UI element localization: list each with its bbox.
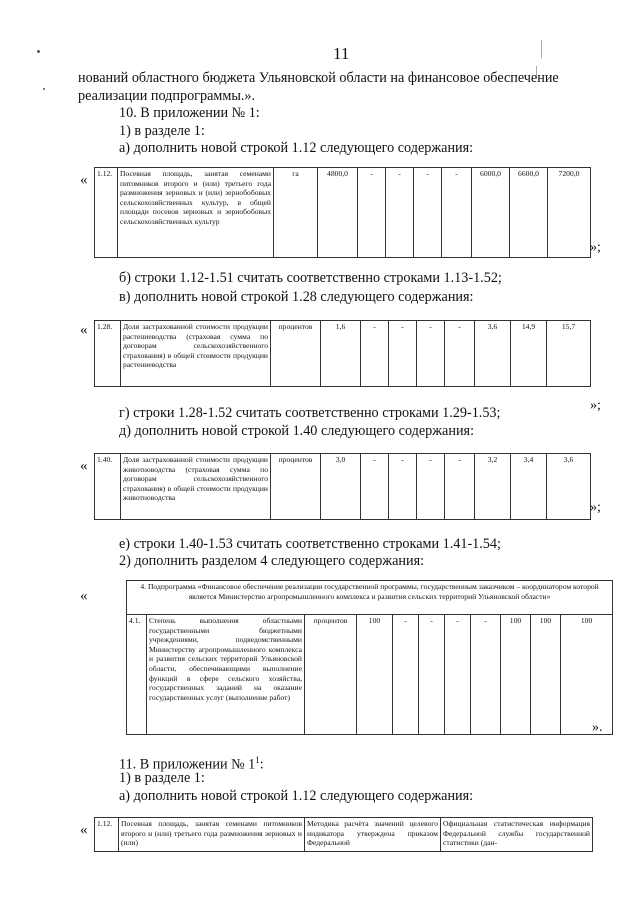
paragraph: г) строки 1.28-1.52 считать соответственно строками 1.29-1.53; bbox=[119, 405, 501, 421]
scan-speck bbox=[37, 50, 40, 53]
unit-cell: процентов bbox=[305, 615, 357, 735]
value-cell: - bbox=[414, 168, 442, 258]
page-number: 11 bbox=[333, 44, 350, 63]
paragraph-text: 11. В приложении № 1 bbox=[119, 756, 256, 773]
value-cell: - bbox=[445, 321, 475, 387]
quote-close: »; bbox=[590, 500, 601, 515]
superscript: 1 bbox=[255, 755, 260, 765]
value-cell: 3,6 bbox=[547, 454, 591, 520]
paragraph: а) дополнить новой строкой 1.12 следующего содержания: bbox=[119, 788, 474, 804]
quote-open: « bbox=[80, 588, 88, 604]
row-number: 1.12. bbox=[95, 818, 119, 852]
row-number: 1.12. bbox=[95, 168, 118, 258]
indicator-description: Посевная площадь, занятая семенами питомников второго и (или) третьего года размножения зерновых и (или) bbox=[119, 818, 305, 852]
value-cell: 3,2 bbox=[475, 454, 511, 520]
value-cell: 100 bbox=[561, 615, 613, 735]
value-cell: - bbox=[361, 454, 389, 520]
quote-open: « bbox=[80, 172, 88, 188]
value-cell: - bbox=[445, 615, 471, 735]
indicator-description: Доля застрахованной стоимости продукции растениеводства (страховая сумма по договорам сельскохозяйственного страхования) в общей стоимости продукции растениеводства bbox=[121, 321, 271, 387]
paragraph: д) дополнить новой строкой 1.40 следующего содержания: bbox=[119, 423, 475, 439]
value-cell: 14,9 bbox=[511, 321, 547, 387]
value-cell: - bbox=[393, 615, 419, 735]
indicator-table-3 bbox=[94, 453, 591, 520]
row-number: 1.40. bbox=[95, 454, 121, 520]
paragraph: а) дополнить новой строкой 1.12 следующего содержания: bbox=[119, 140, 474, 156]
indicator-description: Доля застрахованной стоимости продукции животноводства (страховая сумма по договорам сельскохозяйственного страхования) в общей стоимости продукции животноводства bbox=[121, 454, 271, 520]
value-cell: - bbox=[471, 615, 501, 735]
scan-speck bbox=[43, 88, 45, 90]
value-cell: - bbox=[417, 321, 445, 387]
paragraph-text: : bbox=[259, 756, 264, 773]
paragraph: е) строки 1.40-1.53 считать соответственно строками 1.41-1.54; bbox=[119, 536, 501, 552]
source-cell: Официальная статистическая информация Федеральной службы государственной статистики (дан- bbox=[441, 818, 593, 852]
paragraph: нований областного бюджета Ульяновской области на финансовое обеспечение bbox=[78, 70, 559, 86]
value-cell: 100 bbox=[501, 615, 531, 735]
paragraph: б) строки 1.12-1.51 считать соответственно строками 1.13-1.52; bbox=[119, 270, 502, 286]
value-cell: 100 bbox=[357, 615, 393, 735]
row-number: 4.1. bbox=[127, 615, 147, 735]
paragraph: 1) в разделе 1: bbox=[119, 123, 205, 139]
value-cell: - bbox=[417, 454, 445, 520]
unit-cell: процентов bbox=[271, 321, 321, 387]
indicator-description: Степень выполнения областными государственными бюджетными учреждениями, подведомственными Министерству агропромышленного комплекса и развития сельских территорий Ульяновской области, обеспечивающими выполнение функций в сфере сельского хозяйства, государственных заданий на оказание государственных услуг (выполнение работ) bbox=[147, 615, 305, 735]
value-cell: 6000,0 bbox=[472, 168, 510, 258]
quote-close: »; bbox=[590, 240, 601, 255]
quote-open: « bbox=[80, 322, 88, 338]
quote-open: « bbox=[80, 822, 88, 838]
value-cell: - bbox=[358, 168, 386, 258]
value-cell: - bbox=[361, 321, 389, 387]
value-cell: 3,0 bbox=[321, 454, 361, 520]
value-cell: 1,6 bbox=[321, 321, 361, 387]
value-cell: - bbox=[389, 454, 417, 520]
value-cell: 6600,0 bbox=[510, 168, 548, 258]
paragraph: реализации подпрограммы.». bbox=[78, 88, 256, 104]
margin-mark bbox=[541, 40, 542, 58]
indicator-table-1 bbox=[94, 167, 591, 258]
quote-close: »; bbox=[590, 398, 601, 413]
indicator-table-2 bbox=[94, 320, 591, 387]
value-cell: 4800,0 bbox=[318, 168, 358, 258]
subprogram-header: 4. Подпрограмма «Финансовое обеспечение реализации государственной программы, государственным заказчиком – координатором которой является Министерство агропромышленного комплекса и развития сельских территорий Ульяновской области» bbox=[127, 581, 613, 615]
value-cell: - bbox=[419, 615, 445, 735]
paragraph: в) дополнить новой строкой 1.28 следующего содержания: bbox=[119, 289, 474, 305]
value-cell: - bbox=[386, 168, 414, 258]
indicator-description: Посевная площадь, занятая семенами питомников второго и (или) третьего года размножения зерновых и (или) зернобобовых сельскохозяйственных культур, в общей площади посевов зерновых и зернобобовых сельскохозяйственных культур bbox=[118, 168, 274, 258]
value-cell: - bbox=[445, 454, 475, 520]
methodology-table bbox=[94, 817, 593, 852]
value-cell: 15,7 bbox=[547, 321, 591, 387]
value-cell: 3,4 bbox=[511, 454, 547, 520]
row-number: 1.28. bbox=[95, 321, 121, 387]
quote-close: ». bbox=[592, 720, 603, 735]
value-cell: 7200,0 bbox=[548, 168, 591, 258]
unit-cell: га bbox=[274, 168, 318, 258]
paragraph: 1) в разделе 1: bbox=[119, 770, 205, 786]
value-cell: - bbox=[442, 168, 472, 258]
value-cell: - bbox=[389, 321, 417, 387]
unit-cell: процентов bbox=[271, 454, 321, 520]
value-cell: 3,6 bbox=[475, 321, 511, 387]
method-cell: Методика расчёта значений целевого индикатора утверждена приказом Федеральной bbox=[305, 818, 441, 852]
quote-open: « bbox=[80, 458, 88, 474]
paragraph: 10. В приложении № 1: bbox=[119, 105, 260, 121]
value-cell: 100 bbox=[531, 615, 561, 735]
paragraph: 2) дополнить разделом 4 следующего содержания: bbox=[119, 553, 425, 569]
subprogram-table bbox=[126, 580, 613, 735]
